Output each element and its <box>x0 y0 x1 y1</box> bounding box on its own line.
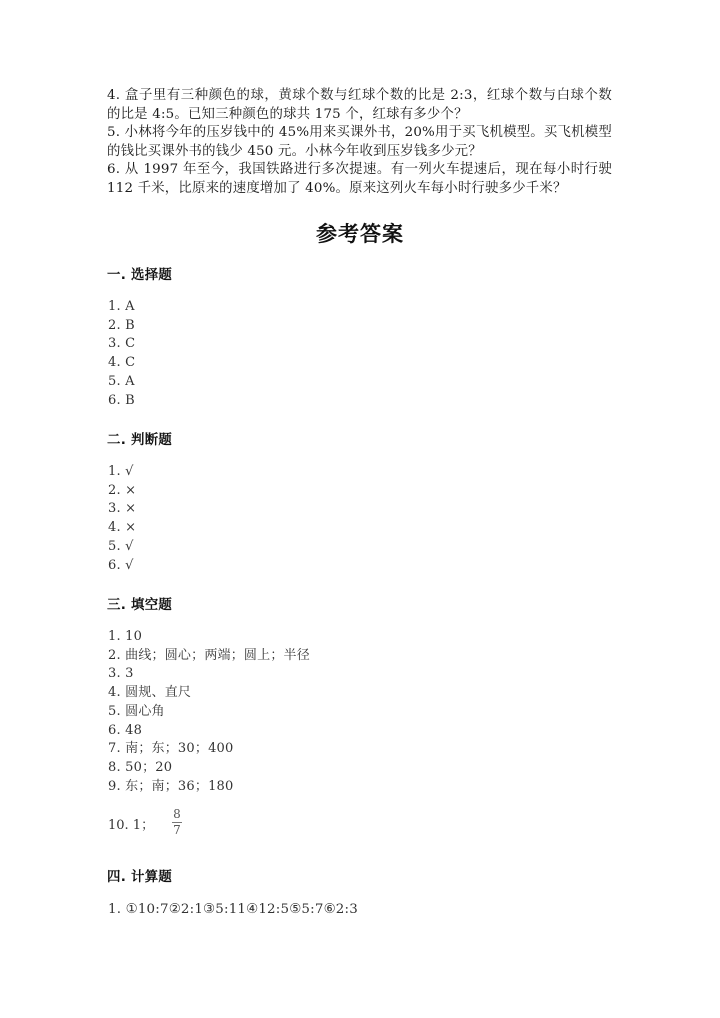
problem-6 <box>107 161 612 198</box>
fraction-numerator: 8 <box>173 807 181 821</box>
problem-number: 4. <box>107 88 121 103</box>
fill-answer-list <box>108 628 310 796</box>
list-item: 3. 3 <box>108 666 134 682</box>
section-heading-calc: 四. 计算题 <box>107 870 173 885</box>
answer-title: 参考答案 <box>316 222 404 246</box>
section-heading-fill: 三. 填空题 <box>107 598 173 613</box>
problem-number: 5. <box>107 125 121 141</box>
list-item: 1. A <box>108 299 135 314</box>
list-item: 6. B <box>108 392 135 408</box>
fraction-denominator: 7 <box>173 823 181 837</box>
choice-answer-list <box>108 298 135 410</box>
problem-text: 小林将今年的压岁钱中的 45%用来买课外书，20%用于买飞机模型。买飞机模型的钱比买课外书的钱少 450 元。小林今年收到压岁钱多少元？ <box>107 125 612 159</box>
list-item: 5. A <box>108 373 135 389</box>
list-item: 9. 东；南；36；180 <box>108 778 234 794</box>
problem-text: 从 1997 年至今，我国铁路进行多次提速。有一列火车提速后，现在每小时行驶 112 千米，比原来的速度增加了 40%。原来这列火车每小时行驶多少千米？ <box>107 162 612 196</box>
problem-text: 盒子里有三种颜色的球，黄球个数与红球个数的比是 2:3，红球个数与白球个数的比是 4:5。已知三种颜色的球共 175 个，红球有多少个？ <box>107 88 612 122</box>
list-item: 4. 圆规、直尺 <box>108 685 192 701</box>
list-item: 6. 48 <box>108 722 143 738</box>
judge-answer-list <box>108 463 136 575</box>
section-heading-choice: 一. 选择题 <box>107 268 173 283</box>
list-item: 2. 曲线；圆心；两端；圆上；半径 <box>108 647 310 663</box>
list-item: 4. × <box>108 520 137 536</box>
list-item: 2. × <box>108 482 137 498</box>
list-item: 6. √ <box>108 557 134 573</box>
calc-answer-1: 1. ①10:7②2:1③5:11④12:5⑤5:7⑥2:3 <box>108 902 358 917</box>
problem-5 <box>107 124 612 161</box>
section-heading-judge: 二. 判断题 <box>107 433 173 448</box>
list-item: 7. 南；东；30；400 <box>108 741 234 757</box>
list-item: 3. C <box>108 336 136 352</box>
list-item: 2. B <box>108 317 135 333</box>
list-item: 3. × <box>108 501 137 517</box>
list-item: 5. √ <box>108 538 134 554</box>
problem-number: 6. <box>107 162 121 178</box>
problem-4 <box>107 87 612 124</box>
word-problems <box>107 87 612 199</box>
answer-10-lead: 10. 1； <box>108 818 155 833</box>
list-item: 1. √ <box>108 464 134 479</box>
list-item: 4. C <box>108 355 136 371</box>
list-item: 8. 50；20 <box>108 759 173 775</box>
list-item: 5. 圆心角 <box>108 703 165 719</box>
fraction <box>172 808 182 837</box>
list-item: 1. 10 <box>108 629 143 644</box>
